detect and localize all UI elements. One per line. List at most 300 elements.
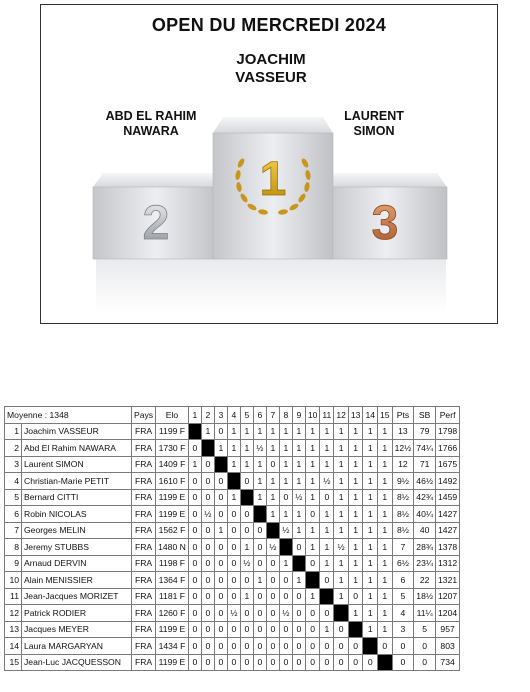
round-header: 12 [334, 407, 349, 424]
result-cell: 1 [378, 423, 393, 440]
result-cell: 0 [214, 489, 227, 506]
elo-header: Elo [156, 407, 189, 424]
player-name-cell: Robin NICOLAS [22, 506, 132, 523]
sb-cell: 0 [414, 638, 436, 655]
pts-cell: 13 [392, 423, 414, 440]
result-cell: 0 [188, 555, 201, 572]
table-row [5, 621, 460, 638]
result-cell: 1 [348, 605, 363, 622]
result-cell: 1 [348, 473, 363, 490]
result-cell: 0 [320, 605, 334, 622]
result-cell: 1 [253, 489, 266, 506]
pts-cell: 0 [392, 654, 414, 671]
perf-cell: 1766 [436, 440, 460, 457]
result-cell: 0 [320, 489, 334, 506]
result-cell: 0 [253, 555, 266, 572]
result-cell: 0 [334, 654, 349, 671]
result-cell: 0 [188, 522, 201, 539]
result-cell: 0 [320, 572, 334, 589]
third-place-name-line2: SIMON [353, 124, 395, 138]
result-cell: 1 [292, 440, 305, 457]
result-cell: 1 [266, 506, 279, 523]
result-cell: 1 [378, 539, 393, 556]
pays-header: Pays [132, 407, 156, 424]
rank-cell: 9 [5, 555, 22, 572]
result-cell: 1 [320, 621, 334, 638]
result-cell: 0 [253, 638, 266, 655]
elo-cell: 1199 F [156, 423, 189, 440]
result-cell: 0 [292, 621, 305, 638]
pts-cell: 0 [392, 638, 414, 655]
player-name-cell: Jean-Jacques MORIZET [22, 588, 132, 605]
result-cell: 0 [201, 654, 214, 671]
result-cell: 0 [214, 572, 227, 589]
result-cell: 0 [188, 489, 201, 506]
pays-cell: FRA [132, 506, 156, 523]
result-cell: 0 [266, 456, 279, 473]
self-cell [253, 506, 266, 523]
result-cell: 1 [292, 572, 305, 589]
result-cell: 1 [334, 456, 349, 473]
result-cell: 1 [378, 572, 393, 589]
result-cell: ½ [320, 473, 334, 490]
sb-cell: 22 [414, 572, 436, 589]
result-cell: 1 [378, 621, 393, 638]
pays-cell: FRA [132, 638, 156, 655]
result-cell: 1 [227, 423, 240, 440]
result-cell: 0 [266, 638, 279, 655]
elo-cell: 1199 E [156, 654, 189, 671]
result-cell: 0 [214, 555, 227, 572]
result-cell: 0 [227, 621, 240, 638]
pts-cell: 6 [392, 572, 414, 589]
result-cell: 0 [253, 621, 266, 638]
result-cell: 1 [227, 440, 240, 457]
table-row [5, 423, 460, 440]
self-cell [378, 654, 393, 671]
table-row [5, 572, 460, 589]
result-cell: 0 [305, 506, 320, 523]
result-cell: 1 [378, 473, 393, 490]
result-cell: 1 [348, 555, 363, 572]
result-cell: 1 [305, 539, 320, 556]
result-cell: 0 [227, 572, 240, 589]
table-row [5, 539, 460, 556]
result-cell: 0 [279, 588, 292, 605]
sb-cell: 74¼ [414, 440, 436, 457]
rank-cell: 7 [5, 522, 22, 539]
rank-cell: 12 [5, 605, 22, 622]
sb-cell: 40¼ [414, 506, 436, 523]
self-cell [240, 489, 253, 506]
rank-cell: 8 [5, 539, 22, 556]
second-place-name-line2: NAWARA [123, 124, 179, 138]
result-cell: 0 [227, 588, 240, 605]
result-cell: 1 [292, 522, 305, 539]
round-header: 3 [214, 407, 227, 424]
result-cell: 1 [334, 473, 349, 490]
result-cell: 0 [292, 638, 305, 655]
result-cell: 0 [201, 456, 214, 473]
result-cell: 0 [240, 473, 253, 490]
table-row [5, 555, 460, 572]
self-cell [227, 473, 240, 490]
table-row [5, 588, 460, 605]
result-cell: 1 [305, 456, 320, 473]
elo-cell: 1610 F [156, 473, 189, 490]
result-cell: 0 [240, 621, 253, 638]
player-name-cell: Georges MELIN [22, 522, 132, 539]
rank-cell: 1 [5, 423, 22, 440]
result-cell: 1 [320, 539, 334, 556]
table-row [5, 522, 460, 539]
round-header: 2 [201, 407, 214, 424]
first-place-name-line2: VASSEUR [235, 69, 307, 86]
self-cell [292, 555, 305, 572]
result-cell: 1 [279, 456, 292, 473]
result-cell: 0 [188, 506, 201, 523]
result-cell: 0 [253, 539, 266, 556]
sb-header: SB [414, 407, 436, 424]
result-cell: 1 [227, 456, 240, 473]
round-header: 9 [292, 407, 305, 424]
result-cell: 0 [279, 621, 292, 638]
rank-cell: 4 [5, 473, 22, 490]
rank-cell: 2 [5, 440, 22, 457]
sb-cell: 5 [414, 621, 436, 638]
perf-cell: 1492 [436, 473, 460, 490]
table-row [5, 638, 460, 655]
pts-cell: 6½ [392, 555, 414, 572]
results-table [4, 406, 460, 671]
result-cell: 0 [188, 572, 201, 589]
self-cell [188, 423, 201, 440]
round-header: 10 [305, 407, 320, 424]
result-cell: 1 [378, 522, 393, 539]
elo-cell: 1199 E [156, 621, 189, 638]
result-cell: 0 [320, 638, 334, 655]
third-place-number: 3 [371, 197, 399, 250]
elo-cell: 1199 E [156, 506, 189, 523]
elo-cell: 1562 F [156, 522, 189, 539]
player-name-cell: Jacques MEYER [22, 621, 132, 638]
result-cell: 1 [240, 440, 253, 457]
round-header: 7 [266, 407, 279, 424]
second-place-name-line1: ABD EL RAHIM [105, 109, 197, 123]
player-name-cell: Christian-Marie PETIT [22, 473, 132, 490]
result-cell: 0 [201, 522, 214, 539]
result-cell: 1 [279, 473, 292, 490]
result-cell: 1 [266, 440, 279, 457]
table-row [5, 605, 460, 622]
table-row [5, 473, 460, 490]
result-cell: 0 [214, 605, 227, 622]
result-cell: 1 [348, 489, 363, 506]
sb-cell: 71 [414, 456, 436, 473]
result-cell: 0 [240, 506, 253, 523]
result-cell: 0 [188, 605, 201, 622]
result-cell: 1 [363, 423, 378, 440]
result-cell: 1 [363, 539, 378, 556]
pays-cell: FRA [132, 654, 156, 671]
result-cell: 1 [253, 572, 266, 589]
elo-cell: 1198 F [156, 555, 189, 572]
result-cell: 0 [201, 588, 214, 605]
result-cell: ½ [334, 539, 349, 556]
result-cell: 0 [214, 473, 227, 490]
result-cell: 0 [227, 522, 240, 539]
result-cell: 1 [279, 440, 292, 457]
result-cell: 0 [292, 588, 305, 605]
result-cell: 0 [188, 440, 201, 457]
self-cell [279, 539, 292, 556]
result-cell: 0 [201, 621, 214, 638]
result-cell: 0 [201, 572, 214, 589]
result-cell: 1 [363, 506, 378, 523]
pts-cell: 7 [392, 539, 414, 556]
result-cell: 1 [266, 489, 279, 506]
result-cell: 0 [227, 506, 240, 523]
result-cell: ½ [201, 506, 214, 523]
elo-cell: 1260 F [156, 605, 189, 622]
elo-cell: 1409 F [156, 456, 189, 473]
perf-cell: 1312 [436, 555, 460, 572]
round-header: 13 [348, 407, 363, 424]
result-cell: 1 [363, 456, 378, 473]
perf-cell: 803 [436, 638, 460, 655]
round-header: 6 [253, 407, 266, 424]
result-cell: 1 [363, 440, 378, 457]
result-cell: 1 [320, 423, 334, 440]
result-cell: ½ [279, 605, 292, 622]
pays-cell: FRA [132, 522, 156, 539]
result-cell: 1 [363, 555, 378, 572]
self-cell [334, 605, 349, 622]
result-cell: 1 [214, 522, 227, 539]
self-cell [320, 588, 334, 605]
perf-cell: 957 [436, 621, 460, 638]
sb-cell: 28¾ [414, 539, 436, 556]
result-cell: 0 [188, 638, 201, 655]
player-name-cell: Laura MARGARYAN [22, 638, 132, 655]
elo-cell: 1199 E [156, 489, 189, 506]
result-cell: 1 [240, 588, 253, 605]
result-cell: 0 [266, 555, 279, 572]
result-cell: 1 [320, 522, 334, 539]
result-cell: 1 [378, 506, 393, 523]
result-cell: 0 [240, 638, 253, 655]
result-cell: 1 [320, 506, 334, 523]
result-cell: 1 [305, 440, 320, 457]
result-cell: 0 [305, 621, 320, 638]
pays-cell: FRA [132, 440, 156, 457]
round-header: 4 [227, 407, 240, 424]
result-cell: 1 [227, 489, 240, 506]
result-cell: 1 [348, 539, 363, 556]
player-name-cell: Joachim VASSEUR [22, 423, 132, 440]
result-cell: ½ [292, 489, 305, 506]
result-cell: 0 [253, 588, 266, 605]
result-cell: 0 [305, 638, 320, 655]
result-cell: 1 [378, 489, 393, 506]
round-header: 11 [320, 407, 334, 424]
table-row [5, 440, 460, 457]
result-cell: 1 [253, 473, 266, 490]
result-cell: 0 [334, 638, 349, 655]
result-cell: 0 [348, 638, 363, 655]
result-cell: 0 [305, 555, 320, 572]
result-cell: 1 [334, 572, 349, 589]
result-cell: 0 [279, 489, 292, 506]
result-cell: 0 [363, 654, 378, 671]
pays-cell: FRA [132, 555, 156, 572]
second-place-number: 2 [142, 197, 170, 250]
player-name-cell: Bernard CITTI [22, 489, 132, 506]
result-cell: 1 [240, 423, 253, 440]
table-header-row [5, 407, 460, 424]
result-cell: 1 [348, 506, 363, 523]
perf-cell: 734 [436, 654, 460, 671]
result-cell: 1 [334, 489, 349, 506]
result-cell: 0 [188, 588, 201, 605]
sb-cell: 11¼ [414, 605, 436, 622]
table-row [5, 654, 460, 671]
result-cell: 1 [279, 506, 292, 523]
result-cell: 1 [363, 473, 378, 490]
result-cell: 0 [227, 654, 240, 671]
result-cell: 1 [378, 555, 393, 572]
elo-cell: 1181 F [156, 588, 189, 605]
result-cell: 0 [227, 555, 240, 572]
podium-panel [40, 4, 498, 324]
result-cell: 0 [188, 654, 201, 671]
sb-cell: 40 [414, 522, 436, 539]
result-cell: 1 [334, 440, 349, 457]
pays-cell: FRA [132, 423, 156, 440]
elo-cell: 1364 F [156, 572, 189, 589]
rank-cell: 14 [5, 638, 22, 655]
result-cell: 1 [363, 489, 378, 506]
result-cell: 1 [188, 456, 201, 473]
result-cell: 0 [266, 605, 279, 622]
result-cell: 0 [201, 473, 214, 490]
result-cell: 0 [188, 473, 201, 490]
pays-cell: FRA [132, 572, 156, 589]
result-cell: 1 [292, 506, 305, 523]
pays-cell: FRA [132, 605, 156, 622]
elo-cell: 1480 N [156, 539, 189, 556]
perf-cell: 1204 [436, 605, 460, 622]
result-cell: 0 [240, 572, 253, 589]
round-header: 5 [240, 407, 253, 424]
result-cell: 0 [266, 588, 279, 605]
result-cell: 0 [214, 506, 227, 523]
result-cell: 1 [253, 423, 266, 440]
self-cell [266, 522, 279, 539]
sb-cell: 23¼ [414, 555, 436, 572]
perf-cell: 1321 [436, 572, 460, 589]
perf-cell: 1427 [436, 506, 460, 523]
pts-cell: 5 [392, 588, 414, 605]
result-cell: 0 [201, 555, 214, 572]
result-cell: 0 [227, 638, 240, 655]
result-cell: 0 [201, 638, 214, 655]
result-cell: 1 [201, 423, 214, 440]
round-header: 14 [363, 407, 378, 424]
result-cell: ½ [240, 555, 253, 572]
rank-cell: 11 [5, 588, 22, 605]
self-cell [214, 456, 227, 473]
podium-reflection [96, 257, 446, 312]
result-cell: 1 [334, 506, 349, 523]
table-row [5, 456, 460, 473]
player-name-cell: Abd El Rahim NAWARA [22, 440, 132, 457]
self-cell [348, 621, 363, 638]
result-cell: 0 [201, 539, 214, 556]
pts-cell: 8½ [392, 489, 414, 506]
pts-cell: 3 [392, 621, 414, 638]
result-cell: 1 [334, 522, 349, 539]
moyenne-header: Moyenne : 1348 [5, 407, 132, 424]
result-cell: 0 [348, 654, 363, 671]
pts-cell: 4 [392, 605, 414, 622]
result-cell: 0 [188, 539, 201, 556]
result-cell: 1 [305, 588, 320, 605]
result-cell: 0 [348, 588, 363, 605]
perf-cell: 1675 [436, 456, 460, 473]
result-cell: 0 [240, 654, 253, 671]
result-cell: 1 [348, 522, 363, 539]
result-cell: 1 [378, 456, 393, 473]
result-cell: 1 [378, 440, 393, 457]
result-cell: 0 [305, 654, 320, 671]
result-cell: 0 [266, 654, 279, 671]
pts-header: Pts [392, 407, 414, 424]
perf-header: Perf [436, 407, 460, 424]
rank-cell: 6 [5, 506, 22, 523]
result-cell: 1 [305, 473, 320, 490]
result-cell: 0 [292, 654, 305, 671]
result-cell: 0 [253, 605, 266, 622]
result-cell: 1 [363, 621, 378, 638]
result-cell: 1 [363, 588, 378, 605]
rank-cell: 15 [5, 654, 22, 671]
results-body [5, 423, 460, 671]
result-cell: 1 [292, 423, 305, 440]
perf-cell: 1459 [436, 489, 460, 506]
perf-cell: 1798 [436, 423, 460, 440]
result-cell: 1 [320, 456, 334, 473]
result-cell: 0 [334, 621, 349, 638]
result-cell: 1 [334, 555, 349, 572]
first-place-number: 1 [259, 153, 287, 206]
result-cell: 1 [305, 522, 320, 539]
rank-cell: 13 [5, 621, 22, 638]
third-place-name-line1: LAURENT [344, 109, 404, 123]
sb-cell: 42¾ [414, 489, 436, 506]
result-cell: 1 [240, 456, 253, 473]
sb-cell: 18½ [414, 588, 436, 605]
pts-cell: 12½ [392, 440, 414, 457]
result-cell: ½ [279, 522, 292, 539]
sb-cell: 0 [414, 654, 436, 671]
result-cell: 0 [279, 572, 292, 589]
result-cell: 0 [201, 605, 214, 622]
podium-graphic [41, 5, 498, 324]
player-name-cell: Patrick RODIER [22, 605, 132, 622]
result-cell: 1 [363, 605, 378, 622]
rank-cell: 10 [5, 572, 22, 589]
